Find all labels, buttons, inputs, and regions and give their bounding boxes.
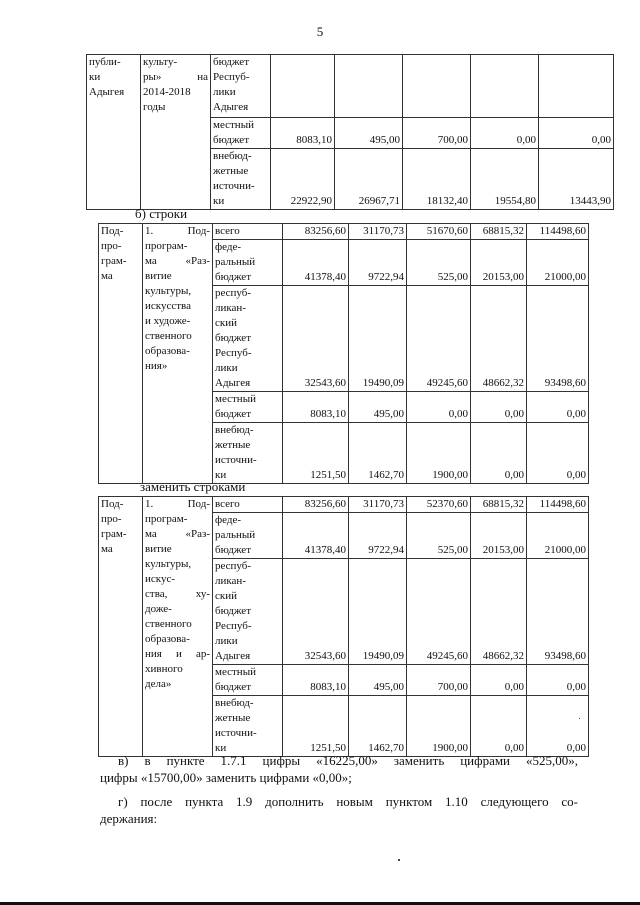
value-cell: 0,00 (527, 665, 589, 696)
funding-source-line: жетные (213, 165, 249, 177)
value-cell: 0,00 (471, 392, 527, 423)
subprogram-name-line: образова- (145, 345, 190, 357)
subprogram-name-line: искусства (145, 300, 191, 312)
funding-source-cell (213, 240, 283, 286)
value-cell: 1251,50 (283, 696, 349, 757)
program-name-cell (99, 224, 143, 484)
funding-source-cell (211, 118, 271, 149)
value-cell: 26967,71 (335, 149, 403, 210)
value-cell: 52370,60 (407, 497, 471, 513)
funding-source-line: источни- (215, 454, 257, 466)
subprogram-name-line: ма «Раз- (145, 528, 210, 540)
subprogram-name-line: ния» (145, 360, 168, 372)
value-cell: 495,00 (349, 665, 407, 696)
value-cell: 0,00 (527, 696, 589, 757)
subprogram-name-line: образова- (145, 633, 190, 645)
funding-source-cell (213, 392, 283, 423)
value-cell: 18132,40 (403, 149, 471, 210)
subprogram-name-line: витие (145, 270, 172, 282)
funding-source-line: Адыгея (215, 650, 251, 662)
funding-source-line: ки (215, 742, 227, 754)
subprogram-name-line: дела» (145, 678, 172, 690)
funding-source-line: Респуб- (215, 347, 252, 359)
new-rows-table (98, 496, 589, 757)
value-cell: 32543,60 (283, 286, 349, 392)
funding-source-cell (213, 696, 283, 757)
funding-source-line: феде- (215, 241, 242, 253)
subprogram-name-cell (143, 224, 213, 484)
value-cell (271, 55, 335, 118)
section-label-b: б) строки (135, 206, 188, 221)
value-cell: 31170,73 (349, 497, 407, 513)
value-cell: 1900,00 (407, 696, 471, 757)
funding-source-line: всего (215, 498, 240, 510)
funding-source-line: местный (213, 119, 254, 131)
value-cell: 21000,00 (527, 513, 589, 559)
value-cell: 19490,09 (349, 559, 407, 665)
value-cell: 0,00 (471, 423, 527, 484)
funding-source-line: бюджет (213, 56, 249, 68)
funding-source-line: лики (215, 635, 238, 647)
funding-source-line: бюджет (215, 544, 251, 556)
value-cell: 8083,10 (271, 118, 335, 149)
funding-source-line: Адыгея (215, 377, 251, 389)
value-cell: 13443,90 (539, 149, 614, 210)
subprogram-name-cell (141, 55, 211, 210)
value-cell: 1462,70 (349, 423, 407, 484)
paragraph-line: держания: (100, 811, 158, 826)
subprogram-name-line: програм- (145, 240, 188, 252)
value-cell (471, 55, 539, 118)
funding-source-line: внебюд- (213, 150, 252, 162)
value-cell: 114498,60 (527, 497, 589, 513)
funding-source-line: жетные (215, 439, 251, 451)
subprogram-name-line: 1. Под- (145, 498, 210, 510)
program-name-line: Под- (101, 498, 124, 510)
section-label-replace: заменить строками (140, 479, 246, 494)
funding-source-line: бюджет (215, 408, 251, 420)
value-cell: 19554,80 (471, 149, 539, 210)
subprogram-name-line: ственного (145, 618, 192, 630)
funding-source-line: лики (215, 362, 238, 374)
subprogram-name-line: доже- (145, 603, 172, 615)
value-cell: 22922,90 (271, 149, 335, 210)
scan-speck (579, 718, 580, 719)
subprogram-name-line: культу- (143, 56, 178, 68)
value-cell: 0,00 (527, 423, 589, 484)
value-cell: 83256,60 (283, 224, 349, 240)
subprogram-name-line: годы (143, 101, 166, 113)
page-number: 5 (316, 24, 324, 39)
funding-source-line: Адыгея (213, 101, 249, 113)
funding-source-line: ральный (215, 256, 256, 268)
value-cell: 31170,73 (349, 224, 407, 240)
value-cell: 20153,00 (471, 240, 527, 286)
funding-source-line: внебюд- (215, 424, 254, 436)
value-cell: 525,00 (407, 240, 471, 286)
value-cell: 0,00 (527, 392, 589, 423)
value-cell (539, 55, 614, 118)
value-cell: 20153,00 (471, 513, 527, 559)
value-cell: 1900,00 (407, 423, 471, 484)
funding-source-line: бюджет (215, 332, 251, 344)
program-name-line: грам- (101, 528, 127, 540)
paragraph-v (100, 752, 578, 786)
funding-source-line: бюджет (213, 134, 249, 146)
funding-source-line: ликан- (215, 302, 246, 314)
funding-source-line: бюджет (215, 271, 251, 283)
scan-speck (398, 859, 400, 861)
value-cell: 8083,10 (283, 665, 349, 696)
value-cell: 9722,94 (349, 240, 407, 286)
paragraph-line: в) в пункте 1.7.1 цифры «16225,00» заменить цифрами «525,00», (118, 753, 578, 768)
value-cell: 700,00 (403, 118, 471, 149)
subprogram-name-line: культуры, (145, 285, 192, 297)
program-name-cell (87, 55, 141, 210)
value-cell: 700,00 (407, 665, 471, 696)
funding-source-line: лики (213, 86, 236, 98)
funding-source-line: респуб- (215, 287, 252, 299)
value-cell: 495,00 (349, 392, 407, 423)
funding-source-cell (213, 286, 283, 392)
program-name-line: Под- (101, 225, 124, 237)
paragraph-line: цифры «15700,00» заменить цифрами «0,00»; (100, 770, 352, 785)
subprogram-name-line: ния и ар- (145, 648, 210, 660)
value-cell: 8083,10 (283, 392, 349, 423)
value-cell: 48662,32 (471, 559, 527, 665)
funding-source-line: Респуб- (213, 71, 250, 83)
subprogram-name-line: 2014-2018 (143, 86, 191, 98)
value-cell: 41378,40 (283, 240, 349, 286)
funding-source-line: ский (215, 590, 237, 602)
value-cell: 41378,40 (283, 513, 349, 559)
value-cell: 525,00 (407, 513, 471, 559)
value-cell: 83256,60 (283, 497, 349, 513)
old-rows-table (98, 223, 589, 484)
funding-source-line: источни- (215, 727, 257, 739)
subprogram-name-line: и художе- (145, 315, 191, 327)
value-cell: 495,00 (335, 118, 403, 149)
subprogram-name-line: ственного (145, 330, 192, 342)
value-cell (335, 55, 403, 118)
funding-source-cell (213, 665, 283, 696)
program-name-line: ма (101, 543, 113, 555)
subprogram-name-line: культуры, (145, 558, 192, 570)
funding-source-line: феде- (215, 514, 242, 526)
value-cell (403, 55, 471, 118)
funding-source-line: Респуб- (215, 620, 252, 632)
value-cell: 9722,94 (349, 513, 407, 559)
funding-source-line: ральный (215, 529, 256, 541)
program-name-line: про- (101, 513, 122, 525)
value-cell: 19490,09 (349, 286, 407, 392)
funding-source-line: всего (215, 225, 240, 237)
funding-source-cell (213, 513, 283, 559)
value-cell: 0,00 (471, 118, 539, 149)
program-name-line: грам- (101, 255, 127, 267)
value-cell: 93498,60 (527, 286, 589, 392)
program-name-cell (99, 497, 143, 757)
value-cell: 1251,50 (283, 423, 349, 484)
funding-source-line: местный (215, 393, 256, 405)
subprogram-name-line: ства, ху- (145, 588, 210, 600)
program-name-line: Адыгея (89, 86, 125, 98)
subprogram-name-line: витие (145, 543, 172, 555)
funding-source-cell (211, 149, 271, 210)
subprogram-name-cell (143, 497, 213, 757)
funding-source-line: ликан- (215, 575, 246, 587)
subprogram-name-line: програм- (145, 513, 188, 525)
funding-source-cell (213, 224, 283, 240)
funding-source-line: респуб- (215, 560, 252, 572)
value-cell: 48662,32 (471, 286, 527, 392)
funding-source-line: бюджет (215, 605, 251, 617)
subprogram-name-line: хивного (145, 663, 183, 675)
value-cell: 32543,60 (283, 559, 349, 665)
value-cell: 49245,60 (407, 286, 471, 392)
program-name-line: публи- (89, 56, 121, 68)
funding-source-line: местный (215, 666, 256, 678)
paragraph-line: г) после пункта 1.9 дополнить новым пунктом 1.10 следующего со- (118, 794, 578, 809)
continued-budget-table (86, 54, 614, 210)
funding-source-cell (213, 423, 283, 484)
subprogram-name-line: искус- (145, 573, 176, 585)
program-name-line: ки (89, 71, 101, 83)
subprogram-name-line: ры» на (143, 71, 208, 83)
value-cell: 0,00 (471, 696, 527, 757)
program-name-line: про- (101, 240, 122, 252)
funding-source-line: внебюд- (215, 697, 254, 709)
value-cell: 0,00 (539, 118, 614, 149)
value-cell: 1462,70 (349, 696, 407, 757)
subprogram-name-line: 1. Под- (145, 225, 210, 237)
funding-source-line: ский (215, 317, 237, 329)
value-cell: 114498,60 (527, 224, 589, 240)
funding-source-line: бюджет (215, 681, 251, 693)
value-cell: 49245,60 (407, 559, 471, 665)
funding-source-cell (213, 497, 283, 513)
value-cell: 0,00 (471, 665, 527, 696)
subprogram-name-line: ма «Раз- (145, 255, 210, 267)
funding-source-line: ки (213, 195, 225, 207)
value-cell: 51670,60 (407, 224, 471, 240)
funding-source-line: жетные (215, 712, 251, 724)
program-name-line: ма (101, 270, 113, 282)
funding-source-line: источни- (213, 180, 255, 192)
value-cell: 93498,60 (527, 559, 589, 665)
value-cell: 0,00 (407, 392, 471, 423)
funding-source-line: ки (215, 469, 227, 481)
funding-source-cell (213, 559, 283, 665)
value-cell: 68815,32 (471, 224, 527, 240)
value-cell: 68815,32 (471, 497, 527, 513)
funding-source-cell (211, 55, 271, 118)
value-cell: 21000,00 (527, 240, 589, 286)
paragraph-g (100, 793, 578, 827)
